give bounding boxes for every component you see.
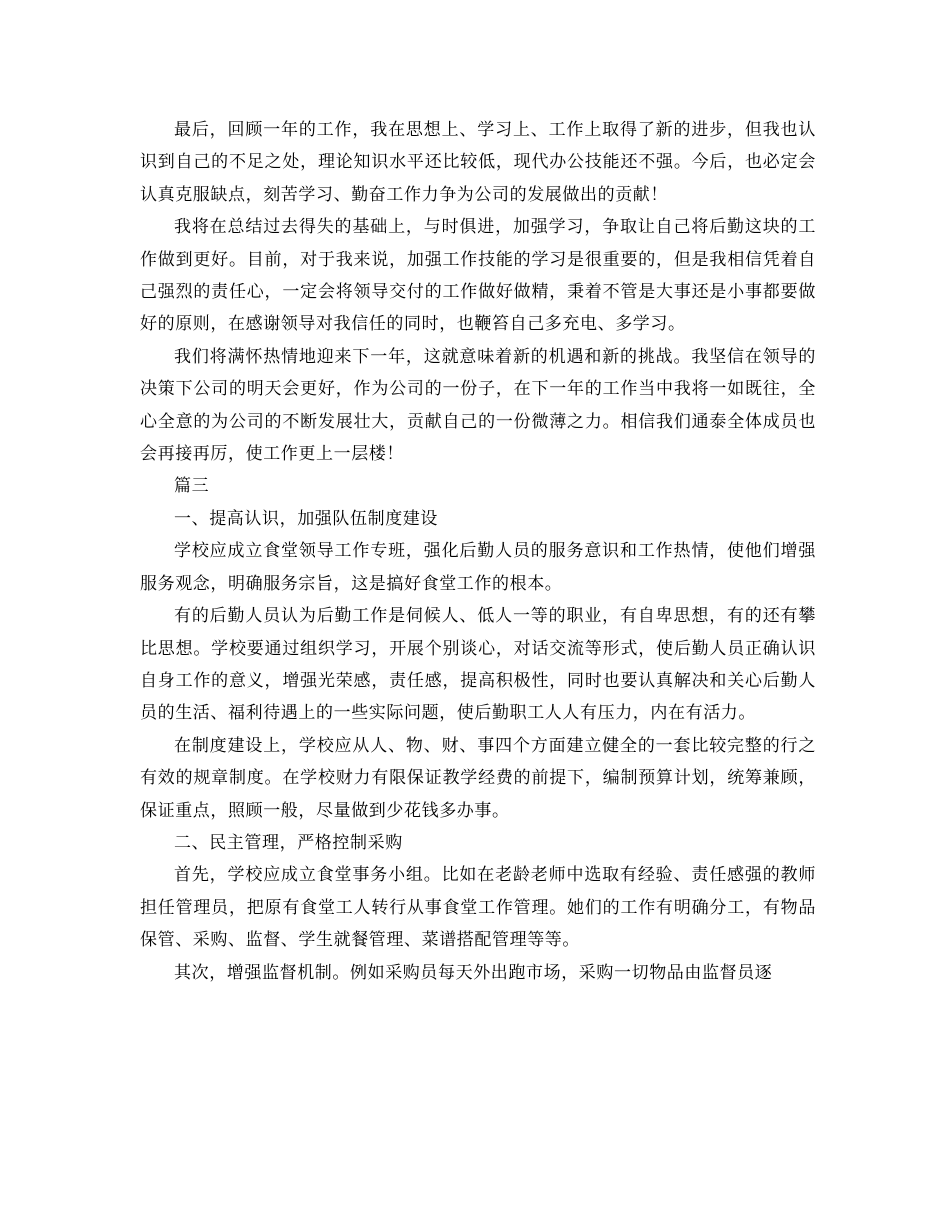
section-heading-part-three: 篇三 [174,476,210,497]
document-body [140,114,816,989]
paragraph-canteen-leadership: 学校应成立食堂领导工作专班，强化后勤人员的服务意识和工作热情，使他们增强服务观念，明确服务宗旨，这是搞好食堂工作的根本。 [140,541,816,594]
paragraph-canteen-affairs-group: 首先，学校应成立食堂事务小组。比如在老龄老师中选取有经验、责任感强的教师担任管理员，把原有食堂工人转行从事食堂工作管理。她们的工作有明确分工，有物品保管、采购、监督、学生就餐管理、菜谱搭配管理等等。 [140,865,816,951]
subheading-democratic-management: 二、民主管理，严格控制采购 [174,832,403,853]
paragraph-new-year-outlook: 我们将满怀热情地迎来下一年，这就意味着新的机遇和新的挑战。我坚信在领导的决策下公司的明天会更好，作为公司的一份子，在下一年的工作当中我将一如既往，全心全意的为公司的不断发展壮大，贡献自己的一份微薄之力。相信我们通泰全体成员也会再接再厉，使工作更上一层楼！ [140,346,816,465]
paragraph-summary-reflection: 最后，回顾一年的工作，我在思想上、学习上、工作上取得了新的进步，但我也认识到自己的不足之处，理论知识水平还比较低，现代办公技能还不强。今后，也必定会认真克服缺点，刻苦学习、勤奋工作力争为公司的发展做出的贡献！ [140,120,816,205]
paragraph-supervision-mechanism: 其次，增强监督机制。例如采购员每天外出跑市场，采购一切物品由监督员逐 [174,962,773,983]
paragraph-staff-attitudes: 有的后勤人员认为后勤工作是伺候人、低人一等的职业，有自卑思想，有的还有攀比思想。学校要通过组织学习，开展个别谈心，对话交流等形式，使后勤人员正确认识自身工作的意义，增强光荣感，责任感，提高积极性，同时也要认真解决和关心后勤人员的生活、福利待遇上的一些实际问题，使后勤职工人人有压力，内在有活力。 [140,606,816,724]
subheading-awareness-and-institutions: 一、提高认识，加强队伍制度建设 [174,508,438,529]
paragraph-institution-building: 在制度建设上，学校应从人、物、财、事四个方面建立健全的一套比较完整的行之有效的规章制度。在学校财力有限保证教学经费的前提下，编制预算计划，统筹兼顾，保证重点，照顾一般，尽量做到少花钱多办事。 [140,735,816,821]
paragraph-future-plans: 我将在总结过去得失的基础上，与时俱进，加强学习，争取让自己将后勤这块的工作做到更好。目前，对于我来说，加强工作技能的学习是很重要的，但是我相信凭着自己强烈的责任心，一定会将领导交付的工作做好做精，秉着不管是大事还是小事都要做好的原则，在感谢领导对我信任的同时，也鞭笞自己多充电、多学习。 [140,217,816,335]
